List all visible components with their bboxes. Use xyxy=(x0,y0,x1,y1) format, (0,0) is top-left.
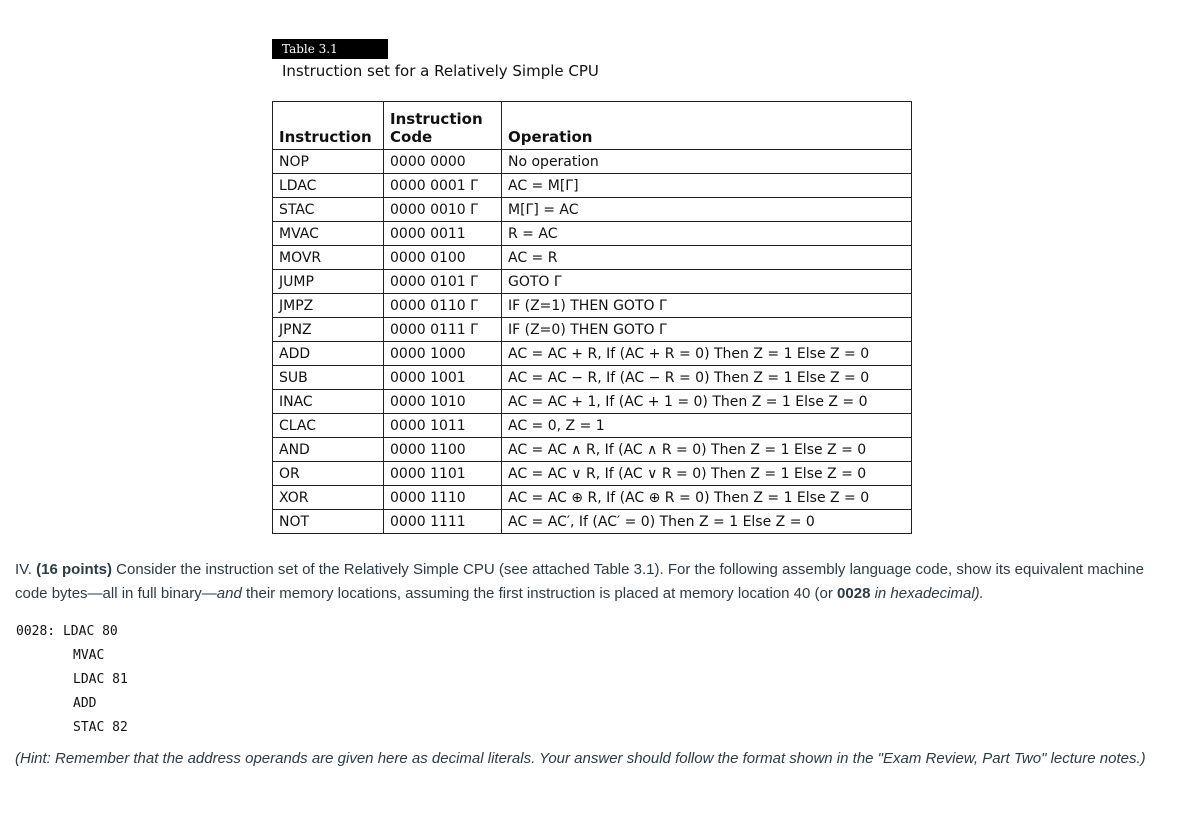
cell-instruction-code: 0000 0100 xyxy=(384,246,502,270)
table-row xyxy=(273,174,912,198)
table-row xyxy=(273,438,912,462)
table-row xyxy=(273,366,912,390)
table-row xyxy=(273,222,912,246)
cell-instruction-code: 0000 0101 Γ xyxy=(384,270,502,294)
cell-instruction: ADD xyxy=(273,342,384,366)
cell-instruction: OR xyxy=(273,462,384,486)
cell-instruction-code: 0000 1101 xyxy=(384,462,502,486)
code-address: 0028: xyxy=(16,624,56,639)
cell-operation: AC = M[Γ] xyxy=(502,174,912,198)
cell-instruction-code: 0000 0111 Γ xyxy=(384,318,502,342)
cell-instruction-code: 0000 1110 xyxy=(384,486,502,510)
instruction-set-table xyxy=(272,101,912,534)
cell-instruction: SUB xyxy=(273,366,384,390)
cell-operation: AC = AC ⊕ R, If (AC ⊕ R = 0) Then Z = 1 Else Z = 0 xyxy=(502,486,912,510)
cell-operation: AC = AC′, If (AC′ = 0) Then Z = 1 Else Z = 0 xyxy=(502,510,912,534)
code-line: STAC 82 xyxy=(73,720,128,735)
table-caption: Instruction set for a Relatively Simple CPU xyxy=(282,62,599,80)
question-number: IV. xyxy=(15,561,32,578)
assembly-code-block xyxy=(16,620,128,740)
cell-instruction: MOVR xyxy=(273,246,384,270)
cell-instruction-code: 0000 0001 Γ xyxy=(384,174,502,198)
table-row xyxy=(273,462,912,486)
cell-operation: IF (Z=0) THEN GOTO Γ xyxy=(502,318,912,342)
cell-instruction: XOR xyxy=(273,486,384,510)
cell-operation: AC = AC + 1, If (AC + 1 = 0) Then Z = 1 Else Z = 0 xyxy=(502,390,912,414)
cell-operation: GOTO Γ xyxy=(502,270,912,294)
question-text xyxy=(15,558,1165,606)
cell-instruction-code: 0000 0010 Γ xyxy=(384,198,502,222)
code-line: MVAC xyxy=(73,648,105,663)
header-instruction-code: Instruction Code xyxy=(384,102,502,150)
cell-instruction-code: 0000 0110 Γ xyxy=(384,294,502,318)
cell-instruction: NOT xyxy=(273,510,384,534)
cell-operation: AC = AC ∨ R, If (AC ∨ R = 0) Then Z = 1 Else Z = 0 xyxy=(502,462,912,486)
code-line: ADD xyxy=(73,696,97,711)
question-hex-suffix: in hexadecimal). xyxy=(870,585,984,602)
cell-operation: AC = R xyxy=(502,246,912,270)
table-label: Table 3.1 xyxy=(272,39,388,59)
table-header-row xyxy=(273,102,912,150)
cell-instruction: NOP xyxy=(273,150,384,174)
header-operation: Operation xyxy=(502,102,912,150)
question-hex-address: 0028 xyxy=(837,585,871,602)
code-instruction: LDAC 80 xyxy=(62,624,118,639)
cell-instruction: JMPZ xyxy=(273,294,384,318)
cell-instruction: AND xyxy=(273,438,384,462)
table-row xyxy=(273,510,912,534)
cell-instruction: LDAC xyxy=(273,174,384,198)
cell-operation: AC = AC + R, If (AC + R = 0) Then Z = 1 Else Z = 0 xyxy=(502,342,912,366)
question-body-2: their memory locations, assuming the first instruction is placed at memory location 40 (or xyxy=(241,585,838,602)
table-row xyxy=(273,318,912,342)
cell-instruction: JUMP xyxy=(273,270,384,294)
cell-operation: No operation xyxy=(502,150,912,174)
table-row xyxy=(273,486,912,510)
cell-instruction-code: 0000 1010 xyxy=(384,390,502,414)
cell-instruction-code: 0000 1001 xyxy=(384,366,502,390)
question-and: and xyxy=(216,585,242,602)
table-row xyxy=(273,270,912,294)
cell-operation: AC = 0, Z = 1 xyxy=(502,414,912,438)
code-line: LDAC 81 xyxy=(73,672,128,687)
hint-text: (Hint: Remember that the address operands are given here as decimal literals. Your answer should follow the format shown in the "Exam Review, Part Two" lecture notes.) xyxy=(15,750,1146,767)
table-row xyxy=(273,198,912,222)
table-row xyxy=(273,246,912,270)
table-row xyxy=(273,390,912,414)
cell-instruction: INAC xyxy=(273,390,384,414)
cell-instruction-code: 0000 0000 xyxy=(384,150,502,174)
cell-instruction-code: 0000 0011 xyxy=(384,222,502,246)
question-body-1: Consider the instruction set of the Relatively Simple CPU (see attached Table 3.1). For the following assembly language code, show its equivalent machine code bytes—all in full binary— xyxy=(15,561,1144,602)
cell-operation: R = AC xyxy=(502,222,912,246)
cell-operation: M[Γ] = AC xyxy=(502,198,912,222)
question-points: (16 points) xyxy=(36,561,112,578)
cell-operation: AC = AC ∧ R, If (AC ∧ R = 0) Then Z = 1 Else Z = 0 xyxy=(502,438,912,462)
cell-operation: AC = AC − R, If (AC − R = 0) Then Z = 1 Else Z = 0 xyxy=(502,366,912,390)
cell-instruction: STAC xyxy=(273,198,384,222)
cell-instruction: MVAC xyxy=(273,222,384,246)
header-instruction: Instruction xyxy=(273,102,384,150)
cell-instruction: JPNZ xyxy=(273,318,384,342)
code-line xyxy=(16,620,128,644)
cell-operation: IF (Z=1) THEN GOTO Γ xyxy=(502,294,912,318)
table-row xyxy=(273,150,912,174)
cell-instruction-code: 0000 1111 xyxy=(384,510,502,534)
table-row xyxy=(273,342,912,366)
cell-instruction-code: 0000 1011 xyxy=(384,414,502,438)
cell-instruction-code: 0000 1000 xyxy=(384,342,502,366)
table-row xyxy=(273,414,912,438)
cell-instruction-code: 0000 1100 xyxy=(384,438,502,462)
table-row xyxy=(273,294,912,318)
cell-instruction: CLAC xyxy=(273,414,384,438)
